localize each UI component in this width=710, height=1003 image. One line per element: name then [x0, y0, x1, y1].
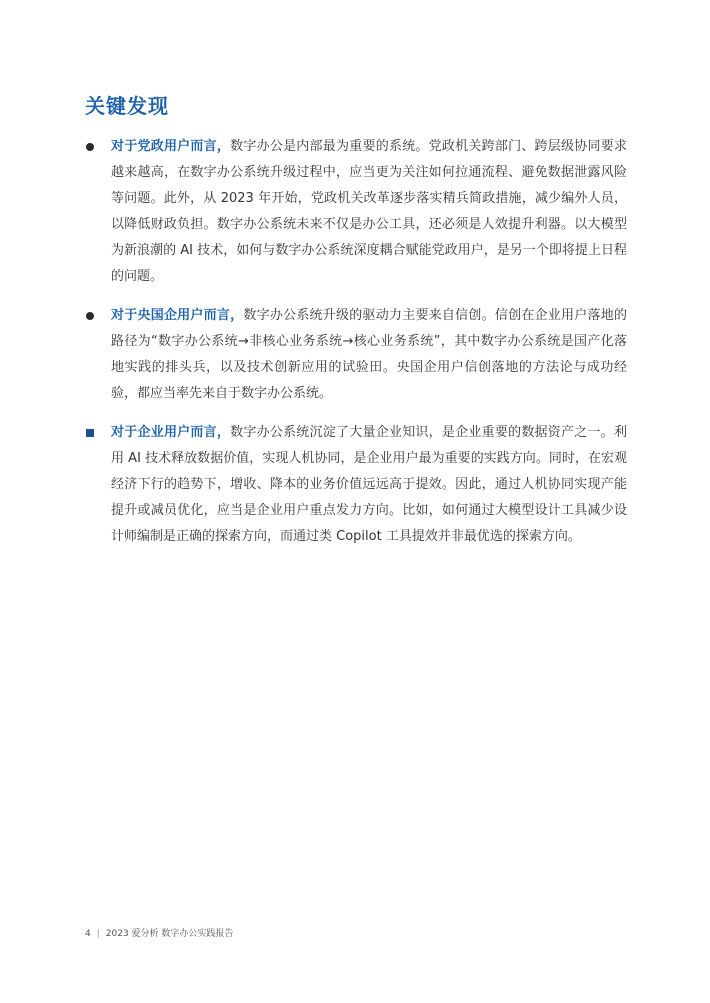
- finding-text: 数字办公是内部最为重要的系统。党政机关跨部门、跨层级协同要求越来越高，在数字办公系统升级过程中，应当更为关注如何拉通流程、避免数据泄露风险等问题。此外，从 2023 年开始，党政机关改革逐步落实精兵简政措施，减少编外人员，以降低财政负担。数字办公系统未来不仅是办公工具，还必须是人效提升利器。以大模型为新浪潮的 AI 技术，如何与数字办公系统深度耦合赋能党政用户，是另一个即将提上日程的问题。: [111, 139, 627, 284]
- finding-text: 数字办公系统升级的驱动力主要来自信创。信创在企业用户落地的路径为“数字办公系统→非核心业务系统→核心业务系统”，其中数字办公系统是国产化落地实践的排头兵，以及技术创新应用的试验田。央国企用户信创落地的方法论与成功经验，都应当率先来自于数字办公系统。: [111, 308, 627, 401]
- finding-lead: 对于央国企用户而言，: [111, 308, 244, 323]
- footer-separator: |: [96, 929, 100, 939]
- bullet-dot-icon: [86, 143, 94, 151]
- key-findings-list: [85, 134, 627, 563]
- page-footer: [85, 926, 233, 939]
- finding-lead: 对于党政用户而言，: [111, 139, 231, 154]
- finding-lead: 对于企业用户而言，: [111, 425, 231, 440]
- section-title: 关键发现: [85, 94, 169, 118]
- page-number: 4: [85, 929, 91, 939]
- finding-enterprise: [85, 420, 627, 550]
- report-title: 2023 爱分析 数字办公实践报告: [105, 929, 234, 939]
- bullet-square-icon: [86, 429, 94, 437]
- finding-text: 数字办公系统沉淀了大量企业知识，是企业重要的数据资产之一。利用 AI 技术释放数据价值，实现人机协同，是企业用户最为重要的实践方向。同时，在宏观经济下行的趋势下，增收、降本的业务价值远远高于提效。因此，通过人机协同实现产能提升或减员优化，应当是企业用户重点发力方向。比如，如何通过大模型设计工具减少设计师编制是正确的探索方向，而通过类 Copilot 工具提效并非最优选的探索方向。: [111, 425, 627, 544]
- finding-state-owned: [85, 303, 627, 407]
- finding-government: [85, 134, 627, 290]
- bullet-dot-icon: [86, 312, 94, 320]
